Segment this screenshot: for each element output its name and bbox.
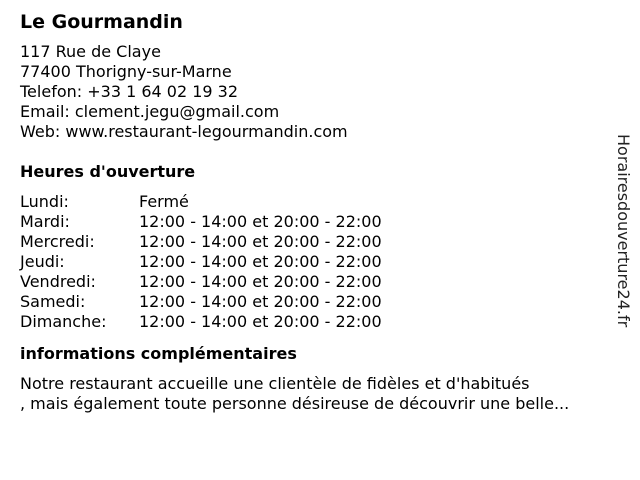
- hours-value: 12:00 - 14:00 et 20:00 - 22:00: [139, 292, 382, 311]
- day-label: Vendredi:: [20, 272, 96, 291]
- additional-info-heading: informations complémentaires: [20, 344, 297, 363]
- opening-hours-table: [20, 192, 382, 332]
- hours-row-lundi: [20, 192, 382, 212]
- hours-row-vendredi: [20, 272, 382, 292]
- restaurant-card: [20, 10, 610, 414]
- opening-hours-heading: Heures d'ouverture: [20, 162, 196, 181]
- description-line-2: , mais également toute personne désireuse de découvrir une belle...: [20, 394, 570, 413]
- description-line-1: Notre restaurant accueille une clientèle de fidèles et d'habitués: [20, 374, 530, 393]
- city-address: 77400 Thorigny-sur-Marne: [20, 62, 232, 81]
- email-line: Email: clement.jegu@gmail.com: [20, 102, 280, 121]
- hours-value: 12:00 - 14:00 et 20:00 - 22:00: [139, 272, 382, 291]
- restaurant-name: Le Gourmandin: [20, 11, 183, 33]
- street-address: 117 Rue de Claye: [20, 42, 161, 61]
- day-label: Mardi:: [20, 212, 70, 231]
- web-line: Web: www.restaurant-legourmandin.com: [20, 122, 348, 141]
- hours-value: 12:00 - 14:00 et 20:00 - 22:00: [139, 212, 382, 231]
- hours-value: 12:00 - 14:00 et 20:00 - 22:00: [139, 232, 382, 251]
- hours-row-mercredi: [20, 232, 382, 252]
- address-block: [20, 42, 610, 142]
- hours-value: 12:00 - 14:00 et 20:00 - 22:00: [139, 252, 382, 271]
- day-label: Lundi:: [20, 192, 69, 211]
- hours-value: 12:00 - 14:00 et 20:00 - 22:00: [139, 312, 382, 331]
- phone-line: Telefon: +33 1 64 02 19 32: [20, 82, 239, 101]
- day-label: Dimanche:: [20, 312, 107, 331]
- day-label: Samedi:: [20, 292, 86, 311]
- day-label: Mercredi:: [20, 232, 95, 251]
- site-watermark: Horairesdouverture24.fr: [614, 134, 633, 328]
- hours-row-dimanche: [20, 312, 382, 332]
- hours-value: Fermé: [139, 192, 189, 211]
- hours-row-mardi: [20, 212, 382, 232]
- hours-row-jeudi: [20, 252, 382, 272]
- day-label: Jeudi:: [20, 252, 65, 271]
- hours-row-samedi: [20, 292, 382, 312]
